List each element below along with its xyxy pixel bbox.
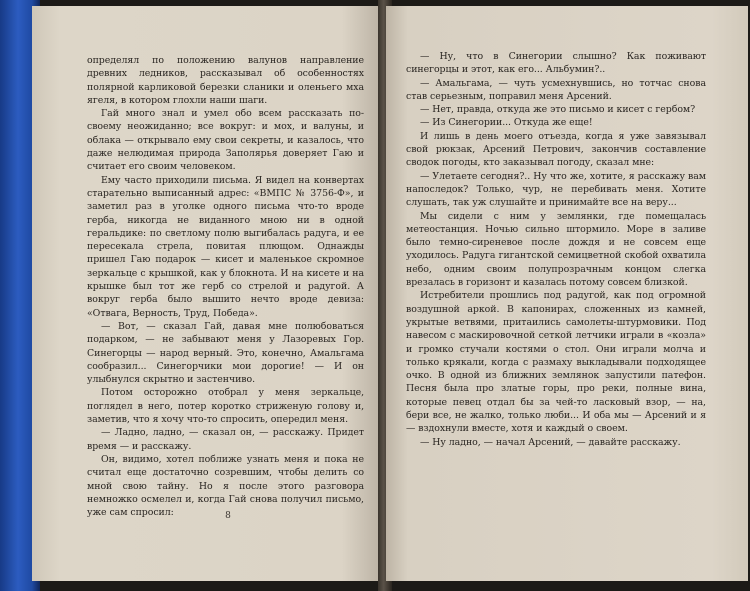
page-number: 8 [225, 511, 231, 521]
paragraph: определял по положению валунов направление древних ледников, рассказывал об особенностях полярной карликовой березки сланики и оленьего мха ягеля, в котором глохли наши шаги. [87, 55, 364, 106]
paragraph: — Ладно, ладно, — сказал он, — расскажу. Придет время — и расскажу. [87, 427, 364, 452]
left-page [32, 6, 384, 581]
paragraph: Ему часто приходили письма. Я видел на конвертах старательно выписанный адрес: «ВМПС № 3756-Ф», и заметил раз в уголке одного письма что-то вроде герба, никогда не виданного мною ни в одной геральдике: по светлому полю выгибалась радуга, и ее пересекала стрела, повитая плющом. Однажды пришел Гаю подарок — кисет и маленькое скромное зеркальце с крышкой, как у блокнота. И на кисете и на крышке был тот же герб со стрелой и радугой. А вокруг герба было вышито нечто вроде девиза: «Отвага, Верность, Труд, Победа». [87, 174, 364, 319]
paragraph: — Из Синегории... Откуда же еще! [420, 117, 593, 129]
left-page-text [87, 54, 364, 519]
paragraph: — Ну, что в Синегории слышно? Как поживают синегорцы и этот, как его... Альбумин?.. [406, 51, 706, 76]
paragraph: — Нет, правда, откуда же это письмо и кисет с гербом? [420, 104, 696, 116]
paragraph: — Амальгама, — чуть усмехнувшись, но тотчас снова став серьезным, поправил меня Арсений. [406, 77, 706, 102]
paragraph: Он, видимо, хотел поближе узнать меня и пока не считал еще достаточно созревшим, чтобы делить со мной свою тайну. Но я после этого разговора немножко осмелел и, когда Гай снова получил письмо, уже сам спросил: [87, 453, 364, 519]
paragraph: Истребители прошлись под радугой, как под огромной воздушной аркой. В капонирах, сложенных из камней, укрытые ветвями, притаились самолеты-штурмовики. Под навесом с маскировочной сеткой летчики играли в «козла» и громко стучали костями о стол. Они играли молча и только крякали, когда с размаху выкладывали подходящее очко. В одной из ближних землянок запустили патефон. Песня была про златые горы, про реки, полные вина, которые певец отдал бы за чей-то ласковый взор, — на, бери все, не жалко, только люби... И оба мы — Арсений и я — вздохнули вместе, хотя и каждый о своем. [406, 290, 706, 435]
paragraph: Потом осторожно отобрал у меня зеркальце, поглядел в него, потер коротко стриженую голову и, заметив, что я хочу что-то спросить, опередил меня. [87, 387, 364, 426]
paragraph: Мы сидели с ним у землянки, где помещалась метеостанция. Ночью сильно штормило. Море в заливе было темно-сиреневое после дождя и не совсем еще уходилось. Радуга гигантской семицветной скобой охватила небо, одним своим полупрозрачным концом слегка врезалась в горизонт и казалась потому совсем близкой. [406, 210, 706, 289]
paragraph: — Ну ладно, — начал Арсений, — давайте расскажу. [420, 436, 681, 448]
paragraph: — Улетаете сегодня?.. Ну что же, хотите, я расскажу вам напоследок? Только, чур, не перебивать меня. Хотите слушать, так уж слушайте и принимайте все на веру... [406, 170, 706, 209]
right-page-text [406, 50, 706, 449]
paragraph: Гай много знал и умел обо всем рассказать по-своему неожиданно; все вокруг: и мох, и валуны, и облака — открывало ему свои секреты, и казалось, что даже нелюдимая природа Заполярья доверяет Гаю и считает его своим человеком. [87, 108, 364, 173]
right-page [386, 6, 748, 581]
paragraph: И лишь в день моего отъезда, когда я уже завязывал свой рюкзак, Арсений Петрович, закончив составление сводок погоды, кто заказывал погоду, сказал мне: [406, 130, 706, 169]
paragraph: — Вот, — сказал Гай, давая мне полюбоваться подарком, — не забывают меня у Лазоревых Гор. Синегорцы — народ верный. Это, конечно, Амальгама сообразил... Синегорчики мои дорогие! — И он улыбнулся скрытно и застенчиво. [87, 320, 364, 386]
